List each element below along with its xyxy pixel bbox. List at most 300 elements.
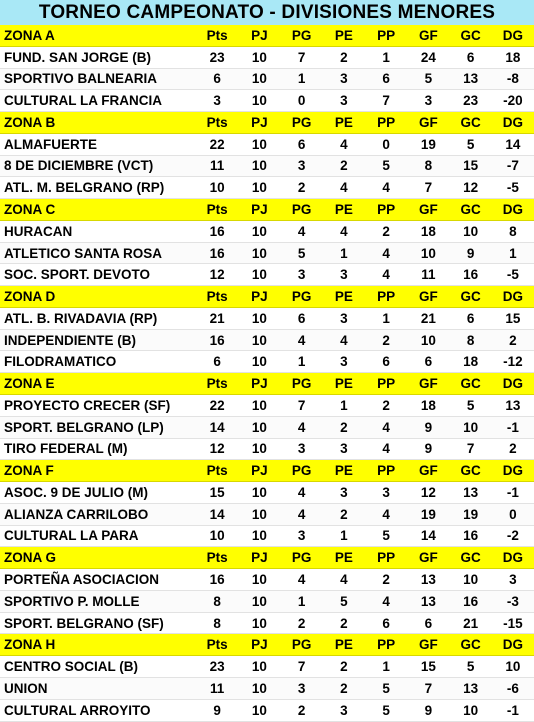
stat-cell: 0 [492,503,534,525]
column-header: GC [450,634,492,656]
stat-cell: 10 [492,656,534,678]
stat-cell: 7 [365,90,407,112]
stat-cell: 14 [196,416,238,438]
stat-cell: -15 [492,612,534,634]
stat-cell: 10 [238,177,280,199]
team-name: SOC. SPORT. DEVOTO [0,264,196,286]
stat-cell: 3 [492,569,534,591]
stat-cell: 2 [281,612,323,634]
stat-cell: 3 [365,482,407,504]
table-row [0,656,534,678]
column-header: GF [407,25,449,46]
stat-cell: 7 [281,656,323,678]
table-row [0,699,534,721]
column-header: PJ [238,373,280,395]
column-header: PE [323,286,365,308]
column-header: PE [323,25,365,46]
stat-cell: 1 [323,242,365,264]
team-name: FUND. SAN JORGE (B) [0,46,196,68]
stat-cell: 2 [281,699,323,721]
column-header: DG [492,199,534,221]
stat-cell: -5 [492,177,534,199]
table-row [0,90,534,112]
column-header: PG [281,634,323,656]
stat-cell: 10 [238,155,280,177]
table-row [0,482,534,504]
team-name: INDEPENDIENTE (B) [0,329,196,351]
stat-cell: 2 [365,329,407,351]
stat-cell: 7 [407,177,449,199]
stat-cell: 7 [281,395,323,417]
table-row [0,677,534,699]
stat-cell: 10 [238,46,280,68]
stat-cell: 4 [281,329,323,351]
stat-cell: 1 [492,242,534,264]
stat-cell: 22 [196,133,238,155]
column-header: PG [281,373,323,395]
zone-name: ZONA C [0,199,196,221]
stat-cell: 8 [450,329,492,351]
column-header: PJ [238,112,280,134]
column-header: GF [407,634,449,656]
stat-cell: 4 [281,569,323,591]
team-name: HURACAN [0,220,196,242]
table-row [0,155,534,177]
standings-table [0,25,534,722]
stat-cell: 1 [365,307,407,329]
stat-cell: -1 [492,482,534,504]
stat-cell: 13 [450,482,492,504]
team-name: CENTRO SOCIAL (B) [0,656,196,678]
stat-cell: 10 [238,90,280,112]
stat-cell: 3 [281,438,323,460]
stat-cell: 3 [323,482,365,504]
team-name: FILODRAMATICO [0,351,196,373]
stat-cell: -6 [492,677,534,699]
stat-cell: 21 [196,307,238,329]
column-header: DG [492,460,534,482]
stat-cell: 3 [407,90,449,112]
stat-cell: 16 [450,525,492,547]
column-header: GC [450,25,492,46]
column-header: GF [407,547,449,569]
stat-cell: 10 [196,525,238,547]
stat-cell: 6 [196,351,238,373]
standings-body [0,25,534,721]
stat-cell: 22 [196,395,238,417]
stat-cell: 3 [323,351,365,373]
stat-cell: 15 [450,155,492,177]
stat-cell: 5 [281,242,323,264]
table-row [0,329,534,351]
column-header: PJ [238,286,280,308]
stat-cell: 6 [281,133,323,155]
team-name: PORTEÑA ASOCIACION [0,569,196,591]
stat-cell: 14 [492,133,534,155]
column-header: PG [281,199,323,221]
column-header: DG [492,25,534,46]
stat-cell: 18 [450,351,492,373]
stat-cell: 10 [450,699,492,721]
stat-cell: 14 [196,503,238,525]
column-header: DG [492,547,534,569]
stat-cell: 13 [450,68,492,90]
team-name: ATL. M. BELGRANO (RP) [0,177,196,199]
stat-cell: 1 [281,68,323,90]
stat-cell: 4 [323,569,365,591]
stat-cell: -8 [492,68,534,90]
stat-cell: 16 [196,220,238,242]
stat-cell: 12 [407,482,449,504]
stat-cell: -20 [492,90,534,112]
team-name: SPORTIVO BALNEARIA [0,68,196,90]
stat-cell: 6 [365,68,407,90]
column-header: PE [323,112,365,134]
stat-cell: 4 [323,220,365,242]
column-header: DG [492,112,534,134]
zone-name: ZONA G [0,547,196,569]
stat-cell: 10 [238,525,280,547]
stat-cell: 10 [450,569,492,591]
stat-cell: 23 [196,46,238,68]
column-header: Pts [196,634,238,656]
stat-cell: 3 [281,155,323,177]
stat-cell: 10 [196,177,238,199]
stat-cell: 4 [365,177,407,199]
stat-cell: 15 [196,482,238,504]
stat-cell: 10 [238,68,280,90]
stat-cell: 2 [323,503,365,525]
stat-cell: 3 [196,90,238,112]
stat-cell: 6 [407,351,449,373]
column-header: PJ [238,199,280,221]
column-header: PE [323,547,365,569]
table-row [0,503,534,525]
stat-cell: 12 [450,177,492,199]
stat-cell: 0 [365,133,407,155]
stat-cell: 16 [450,590,492,612]
stat-cell: 8 [492,220,534,242]
stat-cell: 10 [238,395,280,417]
column-header: PG [281,547,323,569]
stat-cell: 12 [196,264,238,286]
stat-cell: 18 [407,220,449,242]
stat-cell: 10 [238,699,280,721]
stat-cell: 5 [323,590,365,612]
stat-cell: 4 [365,590,407,612]
table-row [0,177,534,199]
column-header: GC [450,373,492,395]
stat-cell: -7 [492,155,534,177]
column-header: Pts [196,460,238,482]
stat-cell: 11 [196,677,238,699]
stat-cell: 1 [365,46,407,68]
stat-cell: 10 [238,307,280,329]
column-header: GF [407,286,449,308]
stat-cell: 3 [323,90,365,112]
stat-cell: 9 [407,438,449,460]
stat-cell: 1 [365,656,407,678]
column-header: GC [450,460,492,482]
stat-cell: 15 [492,307,534,329]
stat-cell: 5 [407,68,449,90]
column-header: PP [365,199,407,221]
stat-cell: 3 [281,264,323,286]
column-header: GC [450,286,492,308]
column-header: Pts [196,373,238,395]
stat-cell: 19 [450,503,492,525]
stat-cell: 2 [323,677,365,699]
stat-cell: 9 [196,699,238,721]
stat-cell: 6 [365,351,407,373]
stat-cell: 5 [365,155,407,177]
stat-cell: 2 [492,329,534,351]
stat-cell: 18 [407,395,449,417]
stat-cell: 2 [365,569,407,591]
stat-cell: 12 [196,438,238,460]
stat-cell: 4 [365,503,407,525]
stat-cell: 11 [196,155,238,177]
column-header: PE [323,373,365,395]
zone-name: ZONA F [0,460,196,482]
column-header: PJ [238,460,280,482]
column-header: PP [365,25,407,46]
team-name: ATLETICO SANTA ROSA [0,242,196,264]
team-name: CULTURAL ARROYITO [0,699,196,721]
stat-cell: 1 [281,351,323,373]
zone-header-row [0,373,534,395]
page-title: TORNEO CAMPEONATO - DIVISIONES MENORES [0,0,534,25]
stat-cell: 8 [196,590,238,612]
stat-cell: 13 [407,590,449,612]
team-name: ATL. B. RIVADAVIA (RP) [0,307,196,329]
column-header: DG [492,373,534,395]
table-row [0,46,534,68]
stat-cell: 13 [407,569,449,591]
column-header: PE [323,460,365,482]
column-header: PP [365,286,407,308]
zone-header-row [0,112,534,134]
stat-cell: 10 [238,264,280,286]
stat-cell: 23 [196,656,238,678]
column-header: Pts [196,199,238,221]
stat-cell: 16 [196,569,238,591]
column-header: GF [407,199,449,221]
table-row [0,438,534,460]
column-header: GF [407,112,449,134]
column-header: PG [281,460,323,482]
column-header: PG [281,112,323,134]
stat-cell: 4 [281,220,323,242]
column-header: PP [365,634,407,656]
stat-cell: 5 [365,677,407,699]
stat-cell: 1 [323,395,365,417]
stat-cell: 6 [365,612,407,634]
stat-cell: 2 [323,416,365,438]
column-header: GF [407,373,449,395]
table-row [0,351,534,373]
stat-cell: 10 [238,656,280,678]
stat-cell: 2 [492,438,534,460]
stat-cell: 2 [365,395,407,417]
stat-cell: 5 [365,699,407,721]
stat-cell: 11 [407,264,449,286]
column-header: GC [450,112,492,134]
stat-cell: 9 [407,416,449,438]
column-header: PP [365,460,407,482]
team-name: CULTURAL LA FRANCIA [0,90,196,112]
column-header: PP [365,547,407,569]
stat-cell: 21 [407,307,449,329]
team-name: ALMAFUERTE [0,133,196,155]
zone-header-row [0,547,534,569]
column-header: PG [281,25,323,46]
stat-cell: 10 [238,242,280,264]
stat-cell: 3 [323,699,365,721]
stat-cell: 10 [238,416,280,438]
stat-cell: 4 [323,133,365,155]
column-header: GC [450,547,492,569]
column-header: PJ [238,547,280,569]
team-name: SPORTIVO P. MOLLE [0,590,196,612]
stat-cell: 4 [365,264,407,286]
stat-cell: 0 [281,90,323,112]
stat-cell: 6 [407,612,449,634]
stat-cell: 3 [323,264,365,286]
stat-cell: -2 [492,525,534,547]
stat-cell: 6 [450,307,492,329]
stat-cell: 9 [407,699,449,721]
stat-cell: 3 [323,438,365,460]
column-header: Pts [196,547,238,569]
column-header: PJ [238,634,280,656]
stat-cell: 8 [196,612,238,634]
stat-cell: 8 [407,155,449,177]
stat-cell: 10 [238,351,280,373]
stat-cell: 13 [492,395,534,417]
column-header: Pts [196,25,238,46]
team-name: PROYECTO CRECER (SF) [0,395,196,417]
zone-name: ZONA B [0,112,196,134]
column-header: GF [407,460,449,482]
stat-cell: 19 [407,503,449,525]
column-header: Pts [196,112,238,134]
table-row [0,242,534,264]
team-name: ALIANZA CARRILOBO [0,503,196,525]
stat-cell: 10 [238,482,280,504]
column-header: PE [323,634,365,656]
stat-cell: 2 [323,155,365,177]
zone-header-row [0,25,534,46]
stat-cell: 4 [323,329,365,351]
stat-cell: 21 [450,612,492,634]
stat-cell: 9 [450,242,492,264]
team-name: UNION [0,677,196,699]
stat-cell: 1 [323,525,365,547]
stat-cell: 10 [238,503,280,525]
stat-cell: -12 [492,351,534,373]
column-header: DG [492,286,534,308]
team-name: TIRO FEDERAL (M) [0,438,196,460]
stat-cell: 10 [407,242,449,264]
stat-cell: -3 [492,590,534,612]
stat-cell: 4 [365,416,407,438]
stat-cell: 19 [407,133,449,155]
column-header: PG [281,286,323,308]
stat-cell: 5 [365,525,407,547]
stat-cell: 10 [238,438,280,460]
stat-cell: 5 [450,656,492,678]
stat-cell: 5 [450,395,492,417]
team-name: SPORT. BELGRANO (SF) [0,612,196,634]
stat-cell: 5 [450,133,492,155]
stat-cell: 10 [238,569,280,591]
table-row [0,525,534,547]
stat-cell: 7 [450,438,492,460]
stat-cell: 10 [238,133,280,155]
stat-cell: 4 [281,482,323,504]
team-name: 8 DE DICIEMBRE (VCT) [0,155,196,177]
stat-cell: 1 [281,590,323,612]
stat-cell: 18 [492,46,534,68]
zone-name: ZONA A [0,25,196,46]
stat-cell: 10 [407,329,449,351]
column-header: GC [450,199,492,221]
stat-cell: 4 [281,503,323,525]
stat-cell: 13 [450,677,492,699]
stat-cell: 10 [238,220,280,242]
table-row [0,264,534,286]
stat-cell: 2 [323,612,365,634]
stat-cell: 3 [281,525,323,547]
zone-name: ZONA E [0,373,196,395]
column-header: PP [365,373,407,395]
zone-header-row [0,460,534,482]
stat-cell: 3 [323,307,365,329]
stat-cell: 4 [281,416,323,438]
stat-cell: 2 [365,220,407,242]
stat-cell: 14 [407,525,449,547]
stat-cell: 4 [365,242,407,264]
stat-cell: 15 [407,656,449,678]
stat-cell: 2 [281,177,323,199]
table-row [0,590,534,612]
stat-cell: 7 [281,46,323,68]
stat-cell: 10 [238,677,280,699]
zone-header-row [0,286,534,308]
stat-cell: 24 [407,46,449,68]
stat-cell: 16 [196,242,238,264]
stat-cell: 10 [238,612,280,634]
stat-cell: 10 [238,590,280,612]
stat-cell: 2 [323,46,365,68]
stat-cell: 6 [281,307,323,329]
column-header: DG [492,634,534,656]
zone-header-row [0,634,534,656]
table-row [0,307,534,329]
zone-header-row [0,199,534,221]
stat-cell: 10 [450,416,492,438]
stat-cell: 2 [323,656,365,678]
column-header: PE [323,199,365,221]
table-row [0,612,534,634]
stat-cell: -5 [492,264,534,286]
team-name: SPORT. BELGRANO (LP) [0,416,196,438]
table-row [0,416,534,438]
stat-cell: 4 [365,438,407,460]
stat-cell: 3 [281,677,323,699]
table-row [0,220,534,242]
